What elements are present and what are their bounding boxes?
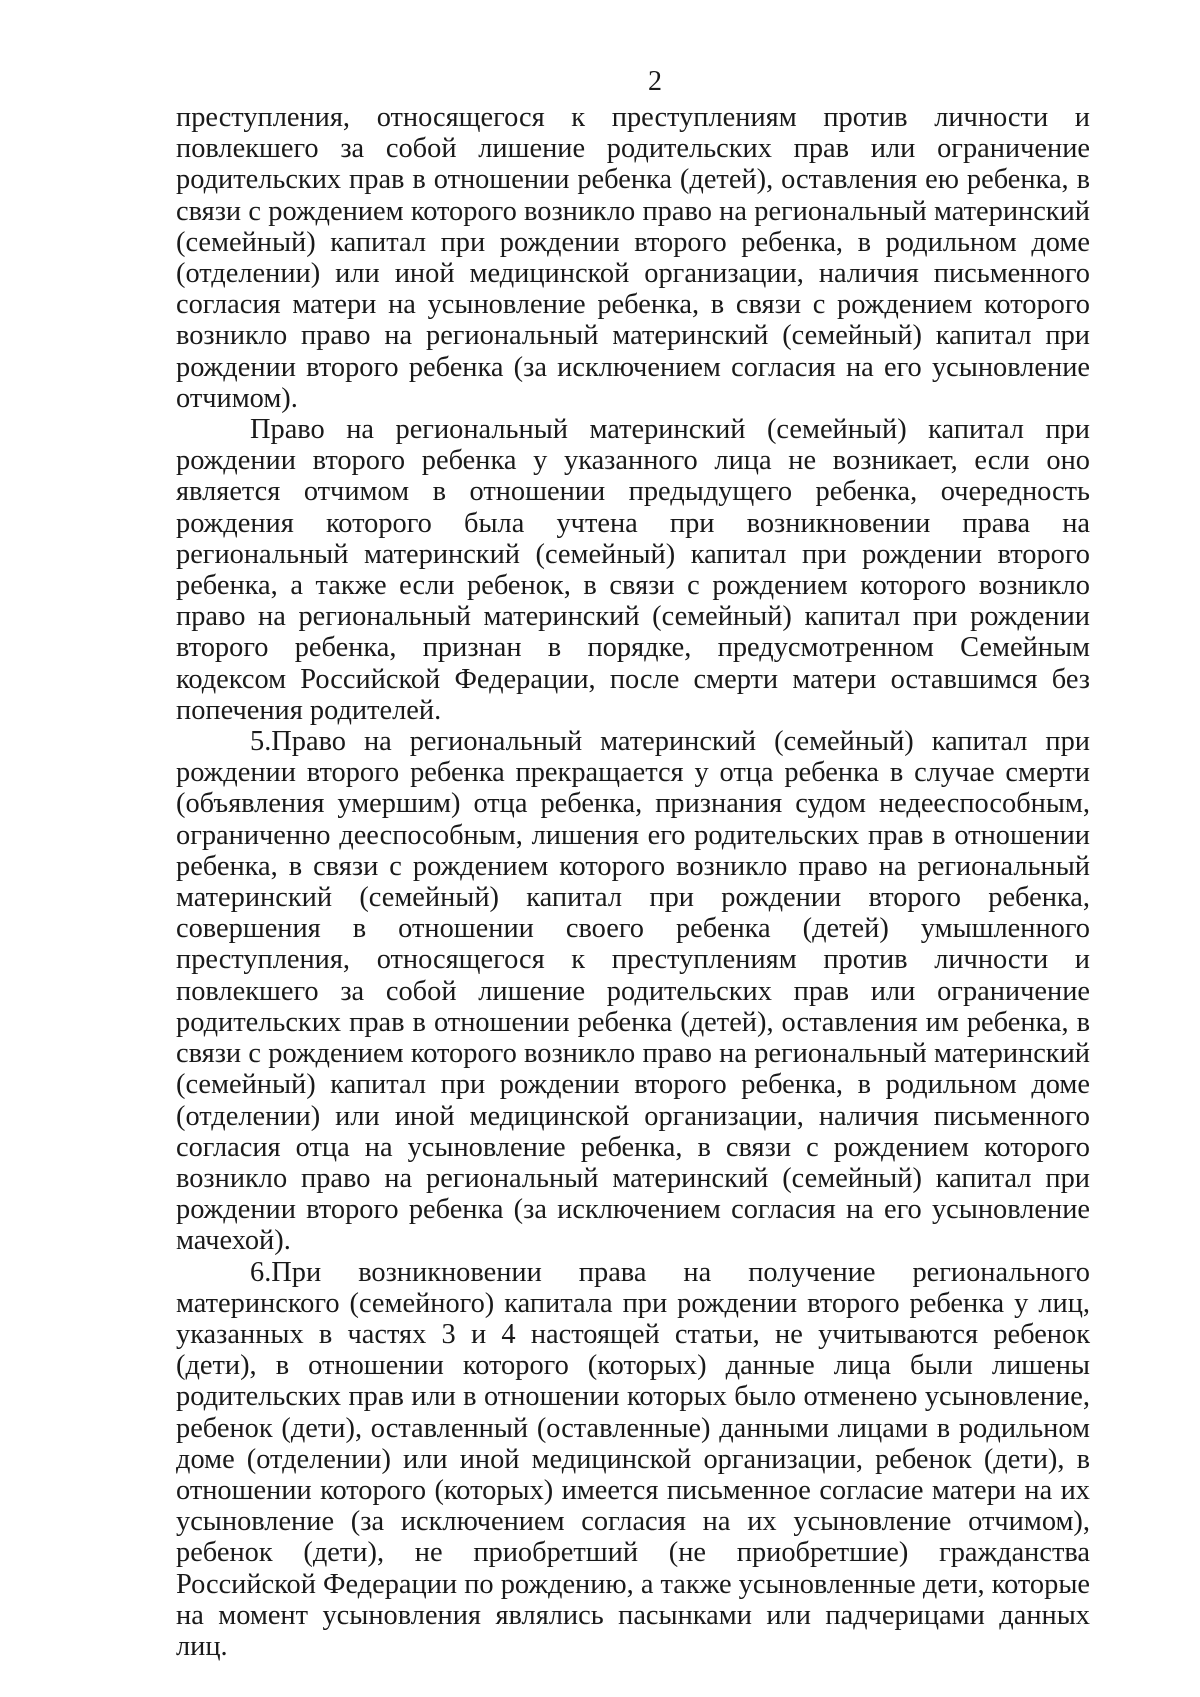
paragraph-5-father-right-termination: 5.Право на региональный материнский (семейный) капитал при рождении второго ребенка прекращается у отца ребенка в случае смерти (объявления умершим) отца ребенка, признания судом недееспособным, ограниченно дееспособным, лишения его родительских прав в отношении ребенка, в связи с рождением которого возникло право на региональный материнский (семейный) капитал при рождении второго ребенка, совершения в отношении своего ребенка (детей) умышленного преступления, относящегося к преступлениям против личности и повлекшего за собой лишение родительских прав или ограничение родительских прав в отношении ребенка (детей), оставления им ребенка, в связи с рождением которого возникло право на региональный материнский (семейный) капитал при рождении второго ребенка, в родильном доме (отделении) или иной медицинской организации, наличия письменного согласия отца на усыновление ребенка, в связи с рождением которого возникло право на региональный материнский (семейный) капитал при рождении второго ребенка (за исключением согласия на его усыновление мачехой).: [176, 726, 1090, 1257]
document-body: [176, 102, 1090, 1662]
paragraph-continuation: преступления, относящегося к преступлениям против личности и повлекшего за собой лишение родительских прав или ограничение родительских прав в отношении ребенка (детей), оставления ею ребенка, в связи с рождением которого возникло право на региональный материнский (семейный) капитал при рождении второго ребенка, в родильном доме (отделении) или иной медицинской организации, наличия письменного согласия матери на усыновление ребенка, в связи с рождением которого возникло право на региональный материнский (семейный) капитал при рождении второго ребенка (за исключением согласия на его усыновление отчимом).: [176, 102, 1090, 414]
paragraph-6-excluded-children: 6.При возникновении права на получение регионального материнского (семейного) капитала при рождении второго ребенка у лиц, указанных в частях 3 и 4 настоящей статьи, не учитываются ребенок (дети), в отношении которого (которых) данные лица были лишены родительских прав или в отношении которых было отменено усыновление, ребенок (дети), оставленный (оставленные) данными лицами в родильном доме (отделении) или иной медицинской организации, ребенок (дети), в отношении которого (которых) имеется письменное согласие матери на их усыновление (за исключением согласия на их усыновление отчимом), ребенок (дети), не приобретший (не приобретшие) гражданства Российской Федерации по рождению, а также усыновленные дети, которые на момент усыновления являлись пасынками или падчерицами данных лиц.: [176, 1256, 1090, 1662]
paragraph-stepfather-exception: Право на региональный материнский (семейный) капитал при рождении второго ребенка у указанного лица не возникает, если оно является отчимом в отношении предыдущего ребенка, очередность рождения которого была учтена при возникновении права на региональный материнский (семейный) капитал при рождении второго ребенка, а также если ребенок, в связи с рождением которого возникло право на региональный материнский (семейный) капитал при рождении второго ребенка, признан в порядке, предусмотренном Семейным кодексом Российской Федерации, после смерти матери оставшимся без попечения родителей.: [176, 414, 1090, 726]
page-number: 2: [648, 66, 662, 97]
